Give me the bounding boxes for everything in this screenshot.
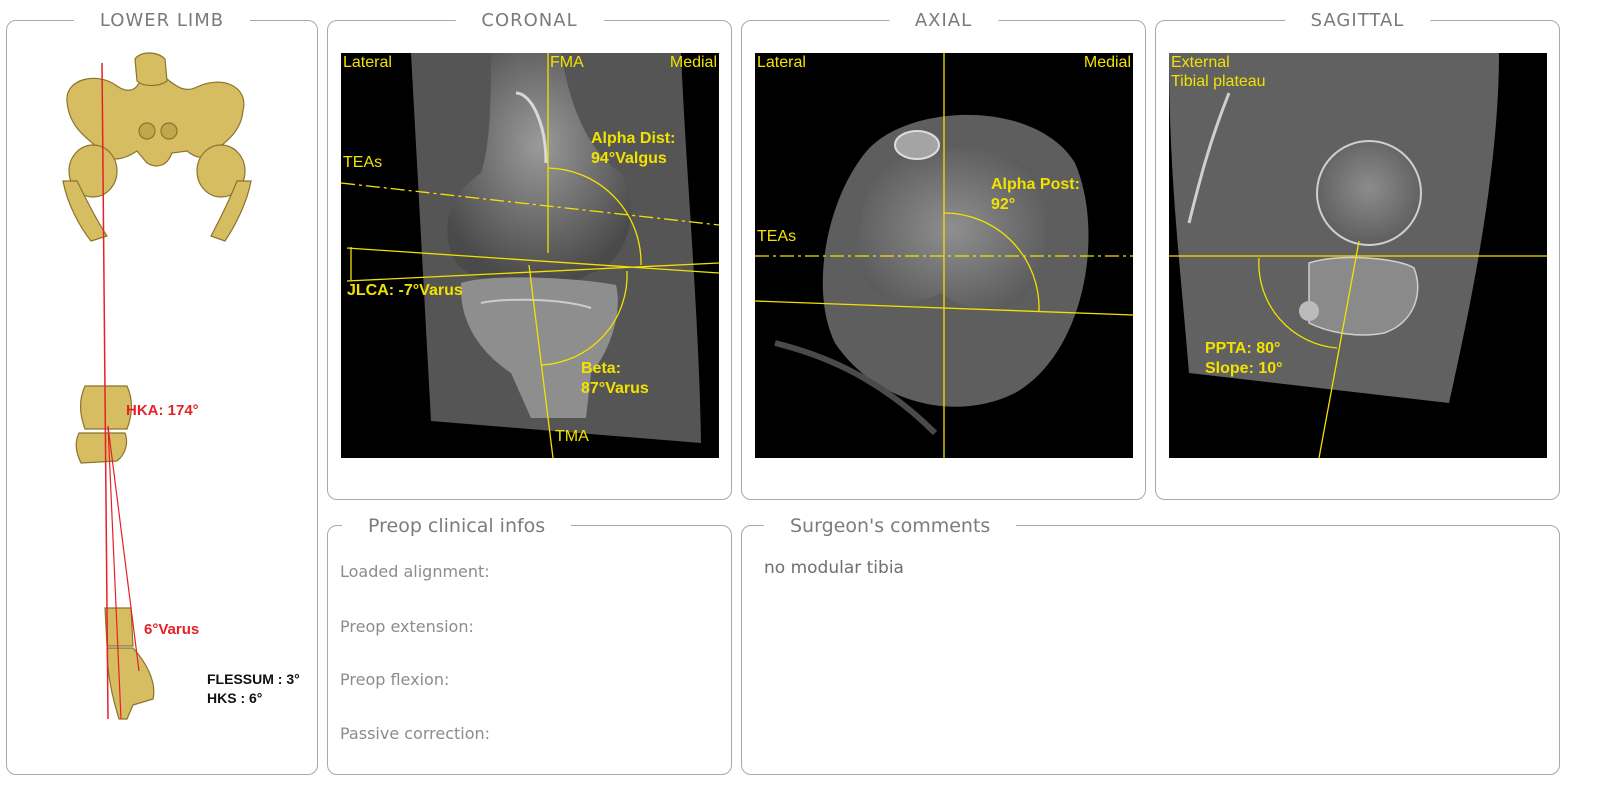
ppta-label: PPTA: 80°: [1205, 340, 1281, 357]
lower-limb-panel: [6, 10, 318, 775]
knee-model: [76, 386, 131, 463]
hks-label: HKS : 6°: [207, 690, 263, 706]
coronal-medial-label: Medial: [669, 54, 717, 71]
beta-label-2: 87°Varus: [581, 380, 649, 397]
lower-limb-3d-view[interactable]: [7, 31, 317, 771]
preop-extension-label: Preop extension:: [340, 617, 474, 636]
passive-correction-label: Passive correction:: [340, 724, 491, 743]
jlca-label: JLCA: -7°Varus: [347, 282, 463, 299]
axial-overlay-lines: [755, 53, 1133, 458]
alpha-post-label-1: Alpha Post:: [991, 176, 1080, 193]
axial-lateral-label: Lateral: [757, 54, 806, 71]
preop-flexion-label: Preop flexion:: [340, 670, 450, 689]
axial-title: AXIAL: [889, 10, 998, 31]
hka-label: HKA: 174°: [126, 402, 199, 419]
alpha-dist-label-2: 94°Valgus: [591, 150, 667, 167]
flessum-label: FLESSUM : 3°: [207, 671, 300, 687]
surgeon-comments-title: Surgeon's comments: [764, 515, 1016, 537]
preop-clinical-title: Preop clinical infos: [342, 515, 571, 537]
sagittal-scan-view[interactable]: [1169, 53, 1547, 458]
coronal-lateral-label: Lateral: [343, 54, 392, 71]
axial-scan-view[interactable]: [755, 53, 1133, 458]
coronal-tma-label: TMA: [555, 428, 589, 445]
coronal-scan-view[interactable]: [341, 53, 719, 458]
axial-medial-label: Medial: [1083, 54, 1131, 71]
sagittal-external-label: External: [1171, 54, 1230, 71]
coronal-overlay-lines: [341, 53, 719, 458]
sagittal-panel: [1155, 10, 1560, 500]
preop-clinical-panel: [327, 515, 732, 775]
loaded-alignment-label: Loaded alignment:: [340, 562, 490, 581]
varus-label: 6°Varus: [144, 621, 200, 638]
alpha-dist-label-1: Alpha Dist:: [591, 130, 676, 147]
lower-limb-title: LOWER LIMB: [74, 10, 250, 31]
beta-label-1: Beta:: [581, 360, 622, 377]
surgeon-comments-panel: [741, 515, 1560, 775]
coronal-title: CORONAL: [455, 10, 603, 31]
coronal-teas-label: TEAs: [343, 154, 383, 171]
alpha-post-label-2: 92°: [991, 196, 1016, 213]
coronal-fma-label: FMA: [550, 54, 584, 71]
sagittal-tibial-plateau-label: Tibial plateau: [1171, 73, 1266, 90]
axial-teas-label: TEAs: [757, 228, 797, 245]
coronal-panel: [327, 10, 732, 500]
axial-panel: [741, 10, 1146, 500]
sagittal-overlay-lines: [1169, 53, 1547, 458]
sagittal-title: SAGITTAL: [1285, 10, 1431, 31]
slope-label: Slope: 10°: [1205, 360, 1283, 377]
pelvis-model: [63, 53, 251, 241]
surgeon-comment-text[interactable]: no modular tibia: [764, 558, 904, 578]
